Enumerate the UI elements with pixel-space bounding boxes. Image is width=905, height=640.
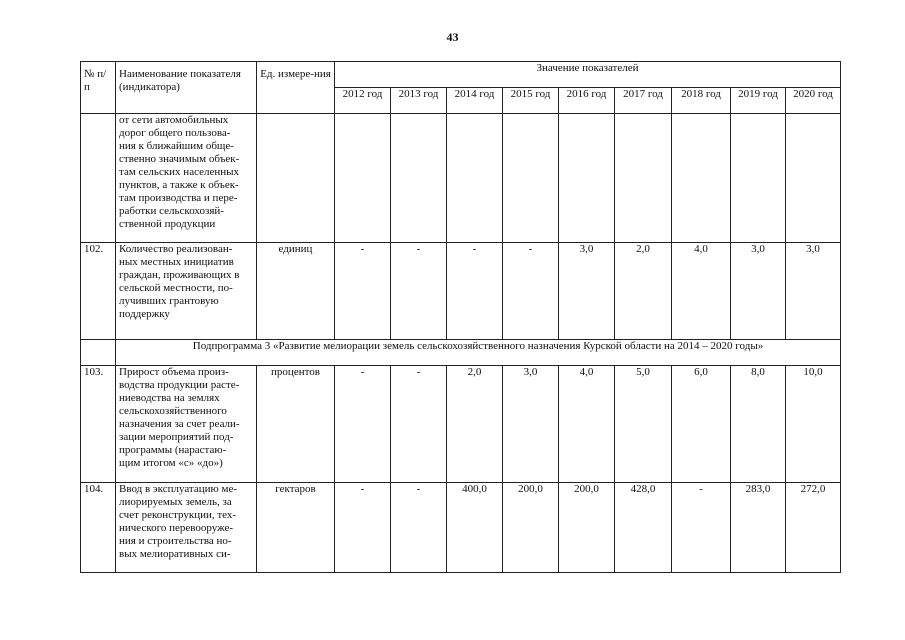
year-2015: 2015 год (503, 88, 559, 114)
value-cell: 4,0 (559, 366, 615, 483)
name-line: водства продукции расте- (119, 379, 240, 391)
header-name: Наименование показателя (индикатора) (116, 62, 257, 114)
value-cell (731, 114, 786, 243)
value-cell: - (391, 483, 447, 573)
value-cell (503, 114, 559, 243)
year-2020: 2020 год (786, 88, 841, 114)
value-cell: - (447, 243, 503, 340)
value-cell: 2,0 (447, 366, 503, 483)
name-line: работки сельскохозяй- (119, 205, 224, 217)
name-line: дорог общего пользова- (119, 127, 231, 139)
name-line: программы (нарастаю- (119, 444, 227, 456)
value-cell (559, 114, 615, 243)
name-line: щим итогом «с» «до») (119, 457, 223, 469)
value-cell: 428,0 (615, 483, 672, 573)
value-cell: 6,0 (672, 366, 731, 483)
year-2012: 2012 год (335, 88, 391, 114)
value-cell: 200,0 (503, 483, 559, 573)
value-cell: 400,0 (447, 483, 503, 573)
value-cell: 3,0 (503, 366, 559, 483)
value-cell: - (503, 243, 559, 340)
name-line: от сети автомобильных (119, 114, 229, 126)
name-line: счет реконструкции, тех- (119, 509, 237, 521)
subprogram-title: Подпрограмма 3 «Развитие мелиорации земель сельскохозяйственного назначения Курской области на 2014 – 2020 годы» (116, 340, 841, 366)
row-unit: гектаров (257, 483, 335, 573)
name-line: сельскохозяйственного (119, 405, 227, 417)
table-header (81, 62, 841, 114)
name-line: назначения за счет реали- (119, 418, 240, 430)
row-unit (257, 114, 335, 243)
year-2019: 2019 год (731, 88, 786, 114)
row-unit: единиц (257, 243, 335, 340)
name-line: ния к ближайшим обще- (119, 140, 234, 152)
name-line: сельской местности, по- (119, 282, 233, 294)
value-cell: 3,0 (786, 243, 841, 340)
row-name (116, 366, 257, 483)
value-cell: 200,0 (559, 483, 615, 573)
value-cell: 272,0 (786, 483, 841, 573)
value-cell: 3,0 (559, 243, 615, 340)
table-row (81, 243, 841, 340)
value-cell: 8,0 (731, 366, 786, 483)
value-cell: 10,0 (786, 366, 841, 483)
value-cell: - (335, 483, 391, 573)
name-line: Ввод в эксплуатацию ме- (119, 483, 238, 495)
value-cell: 4,0 (672, 243, 731, 340)
name-line: лиорируемых земель, за (119, 496, 232, 508)
value-cell (615, 114, 672, 243)
header-unit: Ед. измере-ния (257, 62, 335, 114)
value-cell (447, 114, 503, 243)
indicators-table (80, 61, 841, 573)
year-2014: 2014 год (447, 88, 503, 114)
value-cell: - (335, 366, 391, 483)
row-unit: процентов (257, 366, 335, 483)
value-cell: 3,0 (731, 243, 786, 340)
name-line: граждан, проживающих в (119, 269, 240, 281)
row-num (81, 114, 116, 243)
table-row (81, 114, 841, 243)
name-line: вых мелиоративных си- (119, 548, 231, 560)
name-line: ственно значимым объек- (119, 153, 240, 165)
name-line: пунктов, а также к объек- (119, 179, 239, 191)
name-line: нического перевооруже- (119, 522, 234, 534)
name-line: Количество реализован- (119, 243, 233, 255)
value-cell: 5,0 (615, 366, 672, 483)
name-line: ния и строительства но- (119, 535, 232, 547)
table-row (81, 483, 841, 573)
value-cell (672, 114, 731, 243)
name-line: Прирост объема произ- (119, 366, 229, 378)
value-cell: 283,0 (731, 483, 786, 573)
row-num (81, 340, 116, 366)
name-line: поддержку (119, 308, 170, 320)
row-name (116, 243, 257, 340)
table-row (81, 366, 841, 483)
header-values: Значение показателей (335, 62, 841, 88)
year-2017: 2017 год (615, 88, 672, 114)
name-line: там производства и пере- (119, 192, 238, 204)
year-2016: 2016 год (559, 88, 615, 114)
year-2018: 2018 год (672, 88, 731, 114)
name-line: ниеводства на землях (119, 392, 220, 404)
row-num: 102. (81, 243, 116, 340)
value-cell (335, 114, 391, 243)
value-cell: 2,0 (615, 243, 672, 340)
year-2013: 2013 год (391, 88, 447, 114)
value-cell (786, 114, 841, 243)
row-name (116, 114, 257, 243)
row-num: 103. (81, 366, 116, 483)
name-line: зации мероприятий под- (119, 431, 234, 443)
header-num: № п/п (81, 62, 116, 114)
name-line: лучивших грантовую (119, 295, 219, 307)
subprogram-row (81, 340, 841, 366)
value-cell: - (391, 243, 447, 340)
name-line: ных местных инициатив (119, 256, 234, 268)
value-cell: - (335, 243, 391, 340)
page-number: 43 (446, 30, 459, 44)
name-line: ственной продукции (119, 218, 216, 230)
value-cell (391, 114, 447, 243)
name-line: там сельских населенных (119, 166, 240, 178)
value-cell: - (391, 366, 447, 483)
value-cell: - (672, 483, 731, 573)
row-num: 104. (81, 483, 116, 573)
row-name (116, 483, 257, 573)
